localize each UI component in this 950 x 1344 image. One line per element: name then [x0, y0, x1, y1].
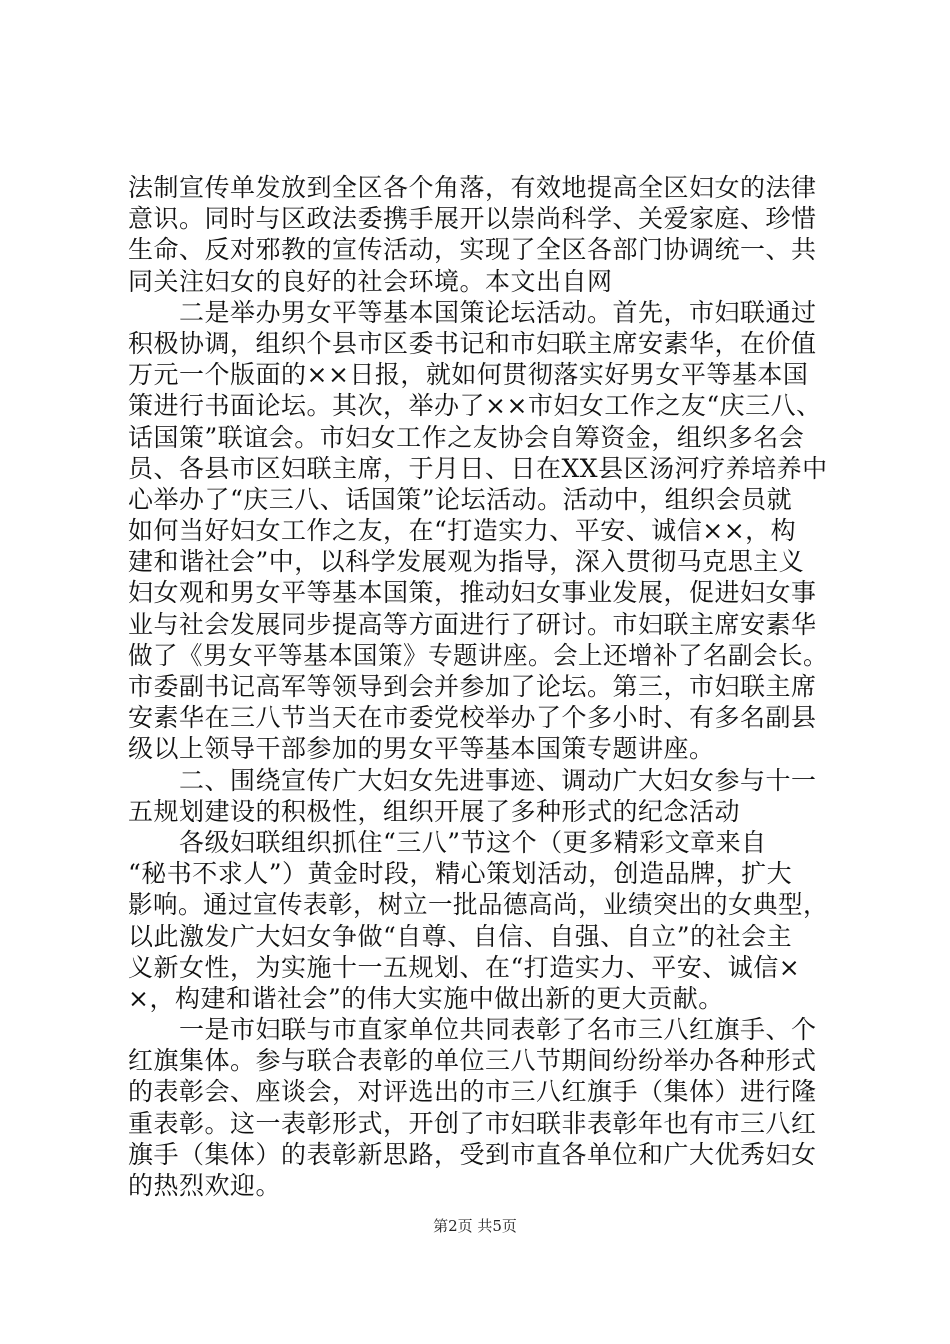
text-line: 五规划建设的积极性，组织开展了多种形式的纪念活动 [128, 796, 741, 826]
text-line: 级以上领导干部参加的男女平等基本国策专题讲座。 [128, 734, 715, 764]
text-line: 话国策”联谊会。市妇女工作之友协会自筹资金，组织多名会 [128, 422, 805, 452]
text-line: 员、各县市区妇联主席，于月日、日在XX县区汤河疗养培养中 [128, 453, 828, 483]
text-line: 各级妇联组织抓住“三八”节这个（更多精彩文章来自 [128, 827, 767, 857]
text-line: 妇女观和男女平等基本国策，推动妇女事业发展，促进妇女事 [128, 578, 817, 608]
text-line: 义新女性，为实施十一五规划、在“打造实力、平安、诚信× [128, 952, 801, 982]
text-line: 业与社会发展同步提高等方面进行了研讨。市妇联主席安素华 [128, 609, 817, 639]
text-line: 以此激发广大妇女争做“自尊、自信、自强、自立”的社会主 [128, 921, 793, 951]
text-line: 策进行书面论坛。其次，举办了××市妇女工作之友“庆三八、 [128, 391, 822, 421]
text-line: 二是举办男女平等基本国策论坛活动。首先，市妇联通过 [128, 297, 817, 327]
text-line: 如何当好妇女工作之友，在“打造实力、平安、诚信××，构 [128, 516, 797, 546]
text-line: 二、围绕宣传广大妇女先进事迹、调动广大妇女参与十一 [128, 765, 817, 795]
text-line: 的热烈欢迎。 [128, 1171, 282, 1200]
text-line: 安素华在三八节当天在市委党校举办了个多小时、有多名副县 [128, 703, 817, 733]
text-line: 法制宣传单发放到全区各个角落，有效地提高全区妇女的法律 [128, 173, 817, 202]
text-line: 市委副书记高军等领导到会并参加了论坛。第三，市妇联主席 [128, 672, 817, 701]
text-line: 同关注妇女的良好的社会环境。本文出自网 [128, 266, 613, 296]
text-line: 红旗集体。参与联合表彰的单位三八节期间纷纷举办各种形式 [128, 1046, 817, 1076]
text-line: 心举办了“庆三八、话国策”论坛活动。活动中，组织会员就 [128, 484, 793, 514]
text-line: 做了《男女平等基本国策》专题讲座。会上还增补了名副会长。 [128, 640, 829, 670]
text-line: 积极协调，组织个县市区委书记和市妇联主席安素华，在价值 [128, 328, 817, 358]
page-number-footer: 第2页 共5页 [433, 1217, 517, 1235]
text-line: ×，构建和谐社会”的伟大实施中做出新的更大贡献。 [128, 983, 724, 1013]
text-line: 重表彰。这一表彰形式，开创了市妇联非表彰年也有市三八红 [128, 1108, 817, 1138]
text-line: 旗手（集体）的表彰新思路，受到市直各单位和广大优秀妇女 [128, 1139, 817, 1169]
text-line: 生命、反对邪教的宣传活动，实现了全区各部门协调统一、共 [128, 235, 817, 265]
text-line: 一是市妇联与市直家单位共同表彰了名市三八红旗手、个 [128, 1015, 817, 1045]
text-line: “秘书不求人”）黄金时段，精心策划活动，创造品牌，扩大 [128, 859, 793, 889]
text-line: 建和谐社会”中，以科学发展观为指导，深入贯彻马克思主义 [128, 547, 805, 577]
text-line: 意识。同时与区政法委携手展开以崇尚科学、关爱家庭、珍惜 [128, 204, 817, 234]
text-line: 的表彰会、座谈会，对评选出的市三八红旗手（集体）进行隆 [128, 1077, 817, 1107]
text-line: 万元一个版面的××日报，就如何贯彻落实好男女平等基本国 [128, 360, 809, 390]
document-body [128, 172, 828, 1201]
text-line: 影响。通过宣传表彰，树立一批品德高尚，业绩突出的女典型， [128, 890, 829, 920]
